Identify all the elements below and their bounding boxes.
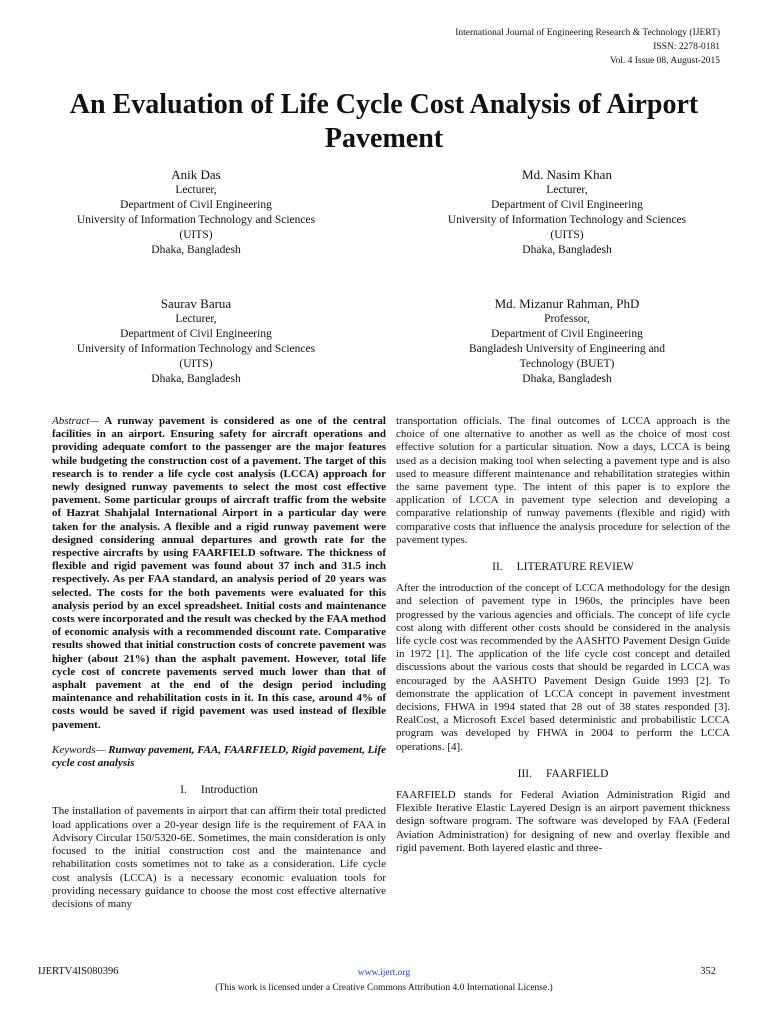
abstract-text: A runway pavement is considered as one of the central facilities in an airport. Ensuring safety for aircraft operations and providing adequate comfort to the passenger are the major features while budgeting the construction cost of a pavement. The target of this research is to render a life cycle cost analysis (LCCA) approach for newly designed runway pavements to select the most cost effective pavement. Some particular groups of aircraft traffic from the website of Hazrat Shahjalal International Airport in a particular day were taken for the analysis. A flexible and a rigid runway pavement were designed considering annual departures and growth rate for the respective aircrafts by using FAARFIELD software. The thickness of flexible and rigid pavement was found about 37 inch and 31.5 inch respectively. As per FAA standard, an analysis period of 20 years was selected. The costs for the both pavements were evaluated for this analysis period by an excel spreadsheet. Initial costs and maintenance costs were incorporated and the result was checked by the FAA method of economic analysis with a recommended discount rate. Comparative results showed that initial construction costs of concrete pavement was higher (about 21%) than the asphalt pavement. However, total life cycle cost of concrete pavements served much lower than that of asphalt pavement at the end of the design period including maintenance and rehabilitation costs in it. In this case, around 4% of costs would be saved if rigid pavement was used instead of flexible pavement.	[52, 415, 386, 731]
license-note: (This work is licensed under a Creative Commons Attribution 4.0 International License.)	[215, 983, 553, 993]
keywords-text: Runway pavement, FAA, FAARFIELD, Rigid pavement, Life cycle cost analysis	[52, 743, 386, 770]
author-role: Lecturer,	[175, 184, 217, 196]
introduction-continued: transportation officials. The final outcomes of LCCA approach is the choice of one alternative to another as well as the choice of most cost effective solution for a particular situation. Now a days, LCCA is being used as a decision making tool when selecting a pavement type and is also used to measure different maintenance and rehabilitation strategies within the same pavement type. The intent of this paper is to explore the application of LCCA in pavement type selection and developing a comparative relationship of runway pavements (flexible and rigid) with comparative costs that influence the analysis procedure for selection of the pavement types.	[396, 415, 730, 546]
literature-review-text: After the introduction of the concept of LCCA methodology for the design and selection of pavement type in 1960s, the principles have been progressed by the various agencies and officials. The concept of life cycle cost along with different other costs should be considered in the analysis life cycle cost was recommended by the AASHTO Pavement Design Guide in 1972 [1]. The application of the life cycle cost concept and detailed discussions about the various costs that should be regarded in LCCA was encouraged by the AASHTO Pavement Design Guide 1993 [2]. To demonstrate the application of LCCA concept in pavement investment decisions, FHWA in 1994 stated that 28 out of 38 states responded [3]. RealCost, a Microsoft Excel based deterministic and probabilistic LCCA program was developed by FHWA in 2004 to perform the LCCA operations. [4].	[396, 582, 730, 753]
faarfield-text: FAARFIELD stands for Federal Aviation Administration Rigid and Flexible Iterative Elastic Layered Design is an airport pavement thickness design software program. The software was developed by FAA (Federal Aviation Administration) for designing of new and overlay flexible and rigid pavement. Both layered elastic and three-	[396, 789, 730, 854]
author-univ: Bangladesh University of Engineering and Technology (BUET)	[468, 343, 666, 370]
author-role: Professor,	[544, 313, 590, 325]
author-location: Dhaka, Bangladesh	[151, 373, 241, 385]
paper-id: IJERTV4IS080396	[38, 966, 119, 977]
section-heading-introduction: I. Introduction	[180, 784, 258, 797]
author-univ: University of Information Technology and Sciences (UITS)	[447, 214, 687, 241]
abstract-label: Abstract—	[52, 415, 100, 427]
journal-link[interactable]: www.ijert.org	[357, 968, 411, 978]
author-name: Saurav Barua	[160, 296, 232, 311]
journal-header	[300, 26, 720, 68]
author-univ: University of Information Technology and Sciences (UITS)	[76, 214, 316, 241]
section-heading-faarfield: III. FAARFIELD	[517, 767, 609, 780]
abstract	[52, 415, 386, 732]
author-name: Md. Mizanur Rahman, PhD	[494, 296, 640, 311]
introduction-text: The installation of pavements in airport that can affirm their total predicted load applications over a 20-year design life is the requirement of FAA in Advisory Circular 150/5320-6E. Sometimes, the main consideration is only focused to the initial construction cost and the maintenance and rehabilitation costs sometimes not to take as a consideration. Life cycle cost analysis (LCCA) is a necessary economic evaluation tools for providing necessary guidance to choose the most cost effective alternative decisions of many	[52, 805, 386, 910]
author-location: Dhaka, Bangladesh	[522, 244, 612, 256]
right-column	[396, 415, 730, 855]
author-name: Md. Nasim Khan	[522, 167, 612, 182]
author-block-4	[442, 295, 692, 387]
journal-issn: ISSN: 2278-0181	[653, 42, 720, 52]
section-heading-literature-review: II. LITERATURE REVIEW	[492, 561, 634, 574]
author-dept: Department of Civil Engineering	[491, 199, 643, 211]
journal-name: International Journal of Engineering Research & Technology (IJERT)	[455, 28, 720, 38]
keywords-label: Keywords—	[52, 743, 106, 756]
author-name: Anik Das	[171, 167, 221, 182]
author-dept: Department of Civil Engineering	[120, 199, 272, 211]
author-block-2	[442, 166, 692, 258]
paper-title: An Evaluation of Life Cycle Cost Analysis of Airport Pavement	[69, 89, 699, 154]
author-dept: Department of Civil Engineering	[120, 328, 272, 340]
author-block-3	[71, 295, 321, 387]
left-column	[52, 415, 386, 911]
journal-volume: Vol. 4 Issue 08, August-2015	[609, 56, 720, 66]
keywords	[52, 744, 386, 770]
author-location: Dhaka, Bangladesh	[522, 373, 612, 385]
author-block-1	[71, 166, 321, 258]
page-number: 352	[700, 966, 716, 977]
author-univ: University of Information Technology and Sciences (UITS)	[76, 343, 316, 370]
author-location: Dhaka, Bangladesh	[151, 244, 241, 256]
author-role: Lecturer,	[546, 184, 588, 196]
author-dept: Department of Civil Engineering	[491, 328, 643, 340]
author-role: Lecturer,	[175, 313, 217, 325]
